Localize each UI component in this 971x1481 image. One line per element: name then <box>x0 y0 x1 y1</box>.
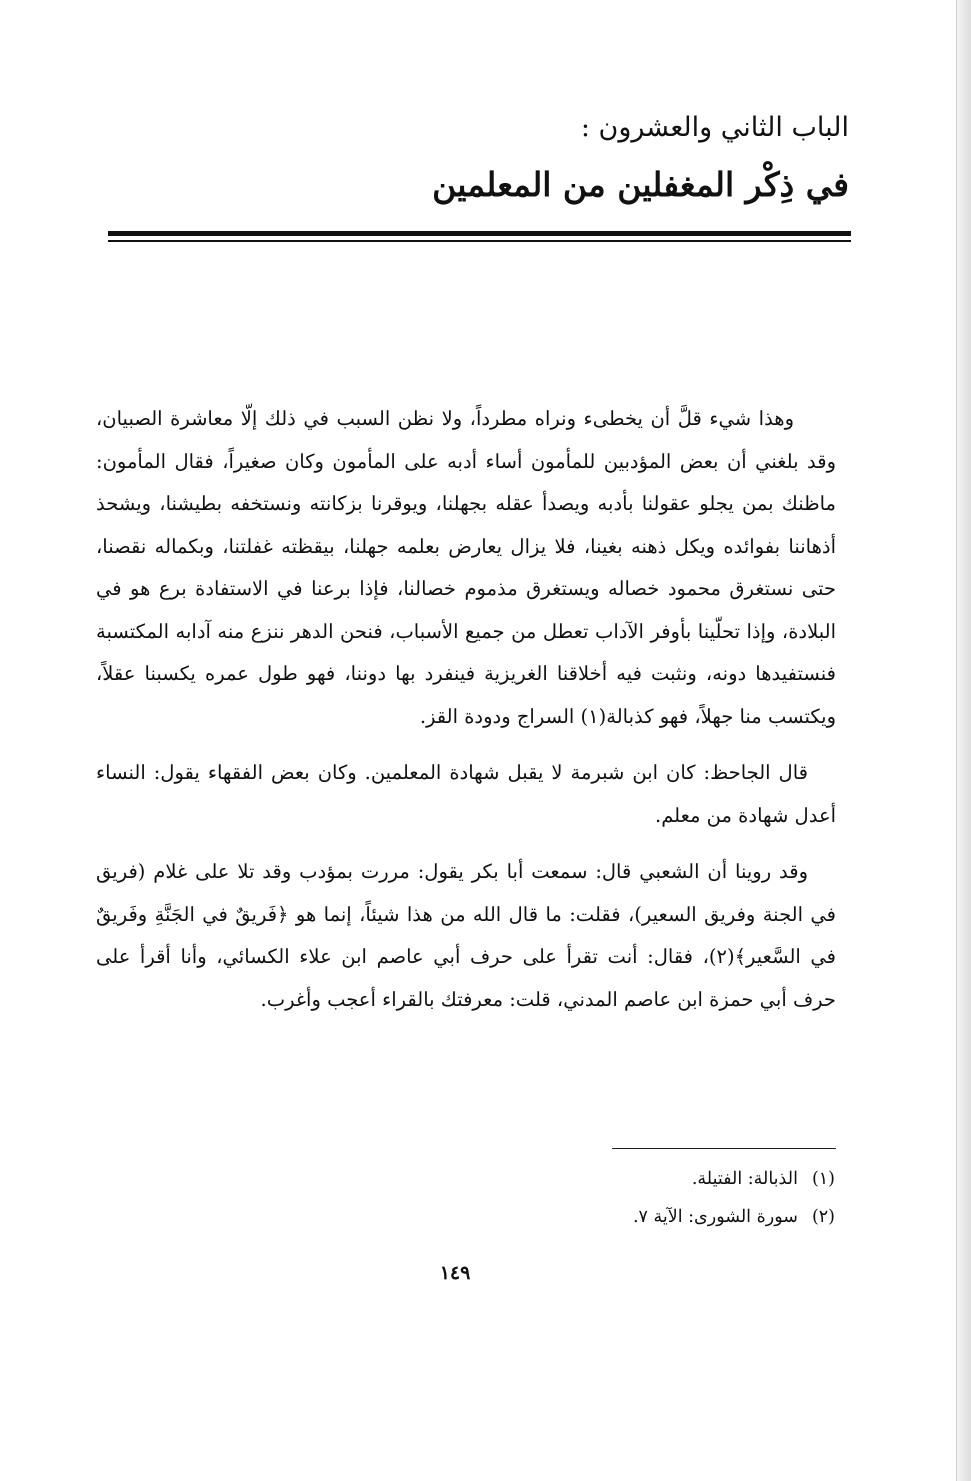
page-number: ١٤٩ <box>439 1262 471 1284</box>
footnotes <box>633 1160 835 1236</box>
paragraph: وهذا شيء قلَّ أن يخطىء ونراه مطرداً، ولا نظن السبب في ذلك إلّا معاشرة الصبيان، وقد بلغني أن بعض المؤدبين للمأمون أساء أدبه على المأمون وكان صغيراً، فقال المأمون: ماظنك بمن يجلو عقولنا بأدبه ويصدأ عقله بجهلنا، ويوقرنا بزكانته ونستخفه بطيشنا، ويشحذ أذهاننا بفوائده ويكل ذهنه بغينا، فلا يزال يعارض بعلمه جهلنا، بيقظته غفلتنا، وبكماله نقصنا، حتى نستغرق محمود خصاله ويستغرق مذموم خصالنا، فإذا برعنا في الاستفادة برع هو في البلادة، وإذا تحلّينا بأوفر الآداب تعطل من جميع الأسباب، فنحن الدهر ننزع منه آدابه المكتسبة فنستفيدها دونه، ونثبت فيه أخلاقنا الغريزية فينفرد بها دوننا، فهو طول عمره يكسبنا عقلاً، ويكتسب منا جهلاً، فهو كذبالة(١) السراج ودودة القز. <box>96 407 836 728</box>
footnote-number: (٢) <box>811 1207 835 1227</box>
footnote <box>633 1160 835 1198</box>
title-rule-thin <box>108 240 851 242</box>
footnote-separator <box>612 1148 836 1149</box>
body-text <box>96 398 836 1035</box>
title-rule-thick <box>108 231 851 236</box>
paragraph: قال الجاحظ: كان ابن شبرمة لا يقبل شهادة المعلمين. وكان بعض الفقهاء يقول: النساء أعدل شهادة من معلم. <box>96 761 836 827</box>
footnote-text: الذبالة: الفتيلة. <box>691 1169 798 1189</box>
footnote-text: سورة الشورى: الآية ٧. <box>632 1207 798 1227</box>
footnote-number: (١) <box>811 1169 835 1189</box>
chapter-label: الباب الثاني والعشرون : <box>580 112 849 143</box>
footnote <box>633 1198 835 1236</box>
chapter-title: في ذِكْر المغفلين من المعلمين <box>432 165 849 204</box>
page-gutter-shadow <box>956 0 971 1481</box>
paragraph: وقد روينا أن الشعبي قال: سمعت أبا بكر يقول: مررت بمؤدب وقد تلا على غلام (فريق في الجنة وفريق السعير)، فقلت: ما قال الله من هذا شيئاً، إنما هو ﴿فَريقٌ في الجَنَّةِ وفَريقٌ في السَّعير﴾(٢)، فقال: أنت تقرأ على حرف أبي عاصم ابن علاء الكسائي، وأنا أقرأ على حرف أبي حمزة ابن عاصم المدني، قلت: معرفتك بالقراء أعجب وأغرب. <box>96 860 836 1011</box>
